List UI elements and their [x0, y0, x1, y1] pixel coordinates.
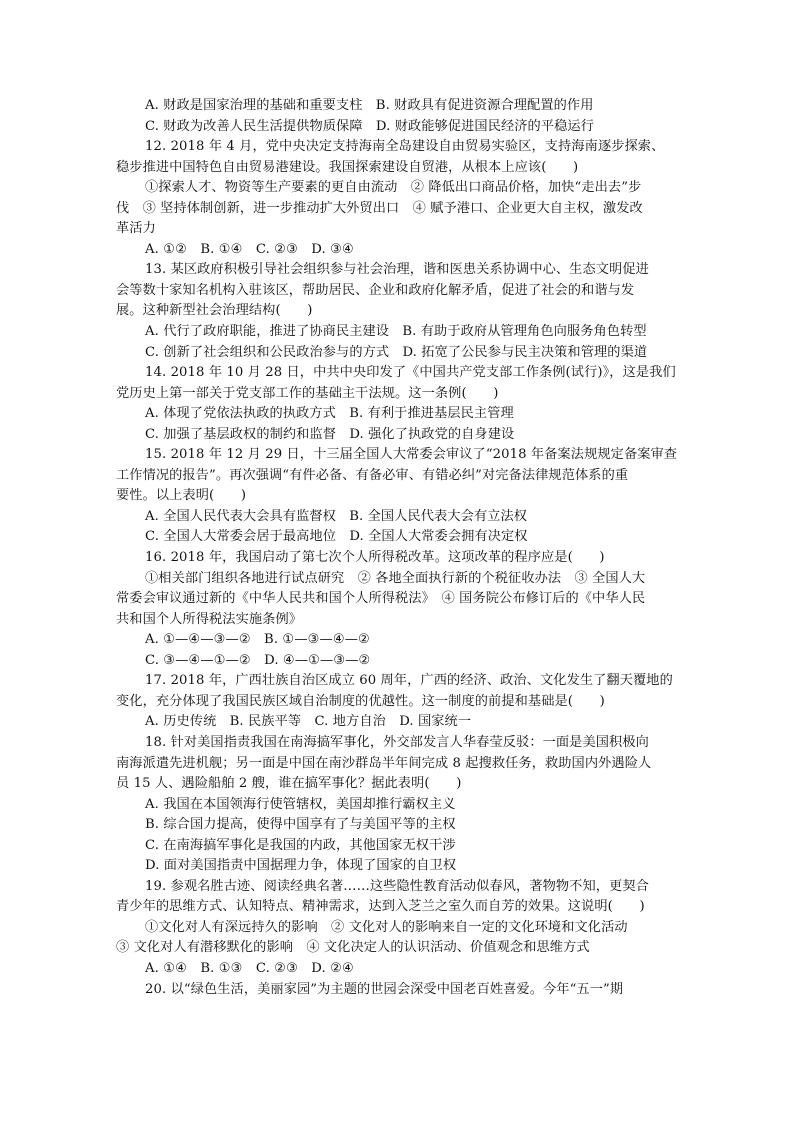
question-17-stem-cont: 变化，充分体现了我国民族区域自治制度的优越性。这一制度的前提和基础是( ): [116, 693, 605, 709]
option-line: C. 财政为改善人民生活提供物质保障 D. 财政能够促进国民经济的平稳运行: [145, 118, 594, 134]
option-line: C. 创新了社会组织和公民政治参与的方式 D. 拓宽了公民参与民主决策和管理的渠道: [145, 344, 648, 360]
option-line: A. 代行了政府职能，推进了协商民主建设 B. 有助于政府从管理角色向服务角色转型: [145, 324, 647, 340]
question-15-stem-cont: 要性。以上表明( ): [116, 488, 247, 504]
option-line: C. 全国人大常委会居于最高地位 D. 全国人大常委会拥有决定权: [145, 529, 528, 545]
question-15-stem-cont: 工作情况的报告”。再次强调“有件必备、有备必审、有错必纠”对完备法律规范体系的重: [116, 467, 629, 483]
document-page: [116, 96, 678, 1000]
statement-line: 常委会审议通过新的《中华人民共和国个人所得税法》 ④ 国务院公布修订后的《中华人民: [116, 591, 646, 607]
option-line: A. 历史传统 B. 民族平等 C. 地方自治 D. 国家统一: [145, 714, 472, 730]
statement-line: 共和国个人所得税法实施条例》: [116, 611, 303, 627]
option-line: A. 我国在本国领海行使管辖权，美国却推行霸权主义: [145, 796, 456, 812]
option-line: A. ①② B. ①④ C. ②③ D. ③④: [145, 241, 354, 257]
question-13-stem-cont: 展。这种新型社会治理结构( ): [116, 303, 313, 319]
question-14-stem-cont: 党历史上第一部关于党支部工作的基础主干法规。这一条例( ): [116, 385, 499, 401]
option-line: A. ①④ B. ①③ C. ②③ D. ②④: [145, 960, 354, 976]
option-line: A. 全国人民代表大会具有监督权 B. 全国人民代表大会有立法权: [145, 508, 528, 524]
question-17-stem: 17. 2018 年，广西壮族自治区成立 60 周年，广西的经济、政治、文化发生了翻天覆地的: [145, 673, 673, 689]
statement-line: ①文化对人有深远持久的影响 ② 文化对人的影响来自一定的文化环境和文化活动: [145, 919, 628, 935]
option-line: D. 面对美国指责中国据理力争，体现了国家的自卫权: [145, 858, 457, 874]
question-13-stem: 13. 某区政府积极引导社会组织参与社会治理，谐和医患关系协调中心、生态文明促进: [145, 262, 649, 278]
question-15-stem: 15. 2018 年 12 月 29 日，十三届全国人大常委会审议了“2018 年备案法规规定备案审查: [145, 447, 678, 463]
option-line: A. 财政是国家治理的基础和重要支柱 B. 财政具有促进资源合理配置的作用: [145, 98, 594, 113]
question-16-stem: 16. 2018 年，我国启动了第七次个人所得税改革。这项改革的程序应是( ): [145, 550, 605, 566]
question-18-stem-cont: 南海派遣先进机舰；另一面是中国在南沙群岛半年间完成 8 起搜救任务，救助国内外遇险人: [116, 755, 652, 771]
question-19-stem: 19. 参观名胜古迹、阅读经典名著……这些隐性教育活动似春风，著物物不知，更契合: [145, 878, 649, 894]
option-line: C. ③—④—①—② D. ④—①—③—②: [145, 652, 371, 668]
question-19-stem-cont: 青少年的思维方式、认知特点、精神需求，达到入芝兰之室久而自芳的效果。这说明( ): [116, 899, 645, 915]
question-14-stem: 14. 2018 年 10 月 28 日，中共中央印发了《中国共产党支部工作条例(试行)》，这是我们: [145, 365, 676, 381]
statement-line: ①探索人才、物资等生产要素的更自由流动 ② 降低出口商品价格，加快“走出去”步: [145, 180, 642, 196]
option-line: B. 综合国力提高，使得中国享有了与美国平等的主权: [145, 817, 456, 833]
question-13-stem-cont: 会等数十家知名机构入驻该区，帮助居民、企业和政府化解矛盾，促进了社会的和谐与发: [116, 282, 635, 298]
question-20-stem: 20. 以“绿色生活，美丽家园”为主题的世园会深受中国老百姓喜爱。今年“五一”期: [145, 981, 624, 997]
option-line: C. 加强了基层政权的制约和监督 D. 强化了执政党的自身建设: [145, 426, 515, 442]
statement-line: 革活力: [116, 221, 156, 237]
question-18-stem-cont: 员 15 人、遇险船舶 2 艘，谁在搞军事化？据此表明( ): [116, 776, 462, 792]
question-12-stem: 12. 2018 年 4 月，党中央决定支持海南全岛建设自由贸易实验区，支持海南逐步探索、: [145, 139, 665, 155]
question-12-stem-cont: 稳步推进中国特色自由贸易港建设。我国探索建设自贸港，从根本上应该( ): [116, 159, 579, 175]
statement-line: ①相关部门组织各地进行试点研究 ② 各地全面执行新的个税征收办法 ③ 全国人大: [145, 570, 646, 586]
option-line: A. ①—④—③—② B. ①—③—④—②: [145, 632, 370, 648]
option-line: C. 在南海搞军事化是我国的内政，其他国家无权干涉: [145, 837, 456, 853]
option-line: A. 体现了党依法执政的执政方式 B. 有利于推进基层民主管理: [145, 406, 514, 422]
question-18-stem: 18. 针对美国指责我国在南海搞军事化，外交部发言人华春莹反驳：一面是美国积极向: [145, 734, 649, 750]
statement-line: 伐 ③ 坚持体制创新，进一步推动扩大外贸出口 ④ 赋予港口、企业更大自主权，激发改: [116, 200, 643, 216]
statement-line: ③ 文化对人有潜移默化的影响 ④ 文化决定人的认识活动、价值观念和思维方式: [116, 940, 590, 956]
